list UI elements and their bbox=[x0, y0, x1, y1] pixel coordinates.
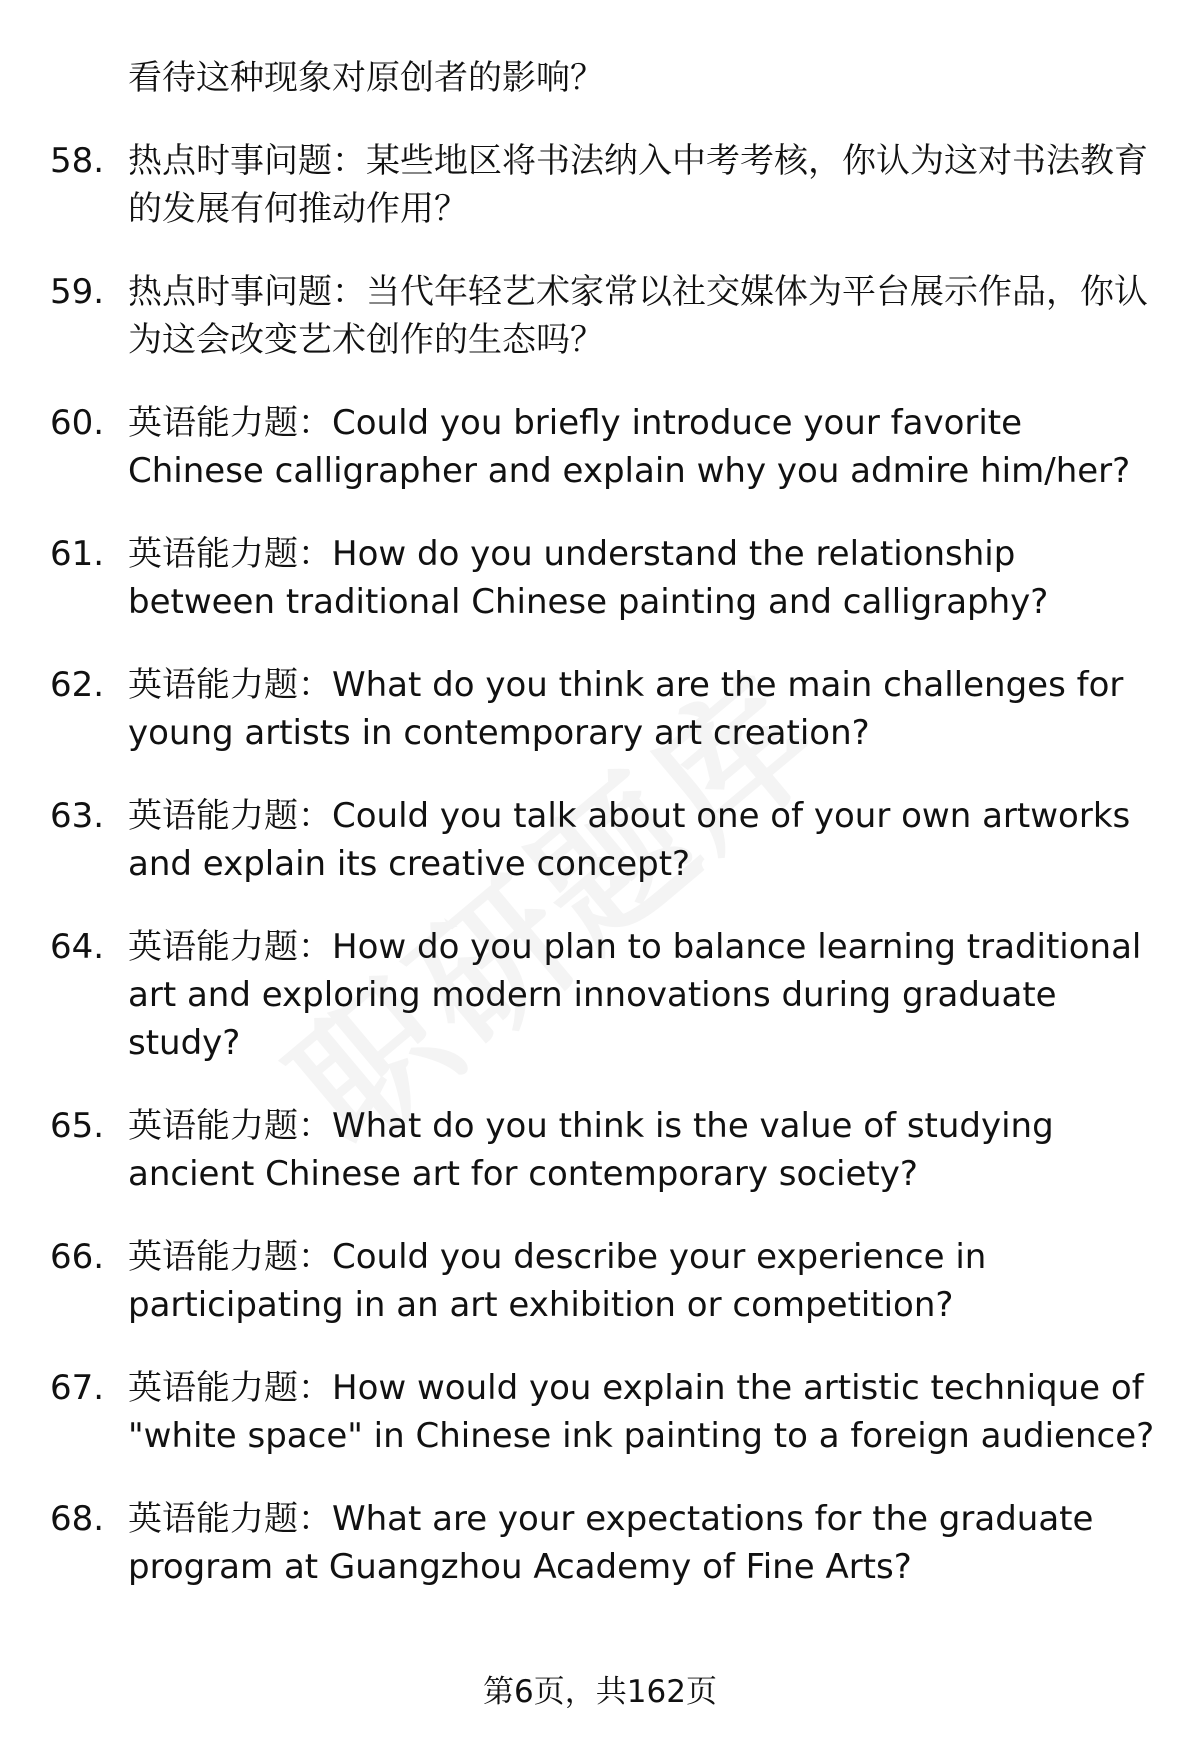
question-body bbox=[128, 530, 1155, 626]
question-text: How do you understand the relationship between traditional Chinese painting and calligraphy? bbox=[128, 534, 1049, 622]
question-list bbox=[50, 54, 1155, 1626]
question-text: Could you talk about one of your own artworks and explain its creative concept? bbox=[128, 796, 1131, 884]
question-body bbox=[128, 1233, 1155, 1329]
question-category: 热点时事问题： bbox=[128, 272, 366, 312]
question-text: 某些地区将书法纳入中考考核，你认为这对书法教育的发展有何推动作用？ bbox=[128, 141, 1148, 229]
question-text: What do you think are the main challenges for young artists in contemporary art creation? bbox=[128, 665, 1124, 753]
question-text: 当代年轻艺术家常以社交媒体为平台展示作品，你认为这会改变艺术创作的生态吗？ bbox=[128, 272, 1148, 360]
question-number: 66. bbox=[50, 1237, 105, 1277]
question-body bbox=[128, 1102, 1155, 1198]
question-continuation: 看待这种现象对原创者的影响？ bbox=[128, 58, 604, 98]
question-text: Could you describe your experience in participating in an art exhibition or competition? bbox=[128, 1237, 987, 1325]
question-item bbox=[50, 1102, 1155, 1198]
question-item bbox=[50, 1233, 1155, 1329]
question-number: 63. bbox=[50, 796, 105, 836]
question-number: 64. bbox=[50, 927, 105, 967]
question-text: How do you plan to balance learning traditional art and exploring modern innovations during graduate study? bbox=[128, 927, 1142, 1063]
question-item bbox=[50, 399, 1155, 495]
question-item bbox=[50, 268, 1155, 364]
question-text: What do you think is the value of studying ancient Chinese art for contemporary society? bbox=[128, 1106, 1054, 1194]
question-item bbox=[50, 1495, 1155, 1591]
question-text: How would you explain the artistic technique of "white space" in Chinese ink painting to a foreign audience? bbox=[128, 1368, 1155, 1456]
question-category: 英语能力题： bbox=[128, 665, 332, 705]
question-body bbox=[128, 1364, 1155, 1460]
question-category: 英语能力题： bbox=[128, 796, 332, 836]
question-item bbox=[50, 661, 1155, 757]
question-body bbox=[128, 661, 1155, 757]
question-category: 英语能力题： bbox=[128, 534, 332, 574]
question-body bbox=[128, 1495, 1155, 1591]
question-number: 68. bbox=[50, 1499, 105, 1539]
question-body bbox=[128, 923, 1155, 1067]
question-body bbox=[128, 137, 1155, 233]
question-text: What are your expectations for the graduate program at Guangzhou Academy of Fine Arts? bbox=[128, 1499, 1094, 1587]
question-number: 60. bbox=[50, 403, 105, 443]
question-number: 62. bbox=[50, 665, 105, 705]
question-body bbox=[128, 792, 1155, 888]
page-footer bbox=[0, 1672, 1200, 1712]
question-category: 英语能力题： bbox=[128, 1237, 332, 1277]
question-category: 英语能力题： bbox=[128, 1368, 332, 1408]
question-item bbox=[50, 1364, 1155, 1460]
question-body bbox=[128, 399, 1155, 495]
question-item bbox=[50, 923, 1155, 1067]
question-category: 英语能力题： bbox=[128, 1499, 332, 1539]
question-number: 59. bbox=[50, 272, 105, 312]
question-item bbox=[50, 530, 1155, 626]
question-category: 热点时事问题： bbox=[128, 141, 366, 181]
question-category: 英语能力题： bbox=[128, 927, 332, 967]
question-body bbox=[128, 268, 1155, 364]
question-category: 英语能力题： bbox=[128, 1106, 332, 1146]
question-item bbox=[50, 792, 1155, 888]
question-category: 英语能力题： bbox=[128, 403, 332, 443]
question-item bbox=[50, 137, 1155, 233]
question-number: 61. bbox=[50, 534, 105, 574]
page-number-label: 第6页，共162页 bbox=[483, 1674, 717, 1710]
question-number: 58. bbox=[50, 141, 105, 181]
question-text: Could you briefly introduce your favorite Chinese calligrapher and explain why you admire him/her? bbox=[128, 403, 1131, 491]
question-number: 67. bbox=[50, 1368, 105, 1408]
question-number: 65. bbox=[50, 1106, 105, 1146]
